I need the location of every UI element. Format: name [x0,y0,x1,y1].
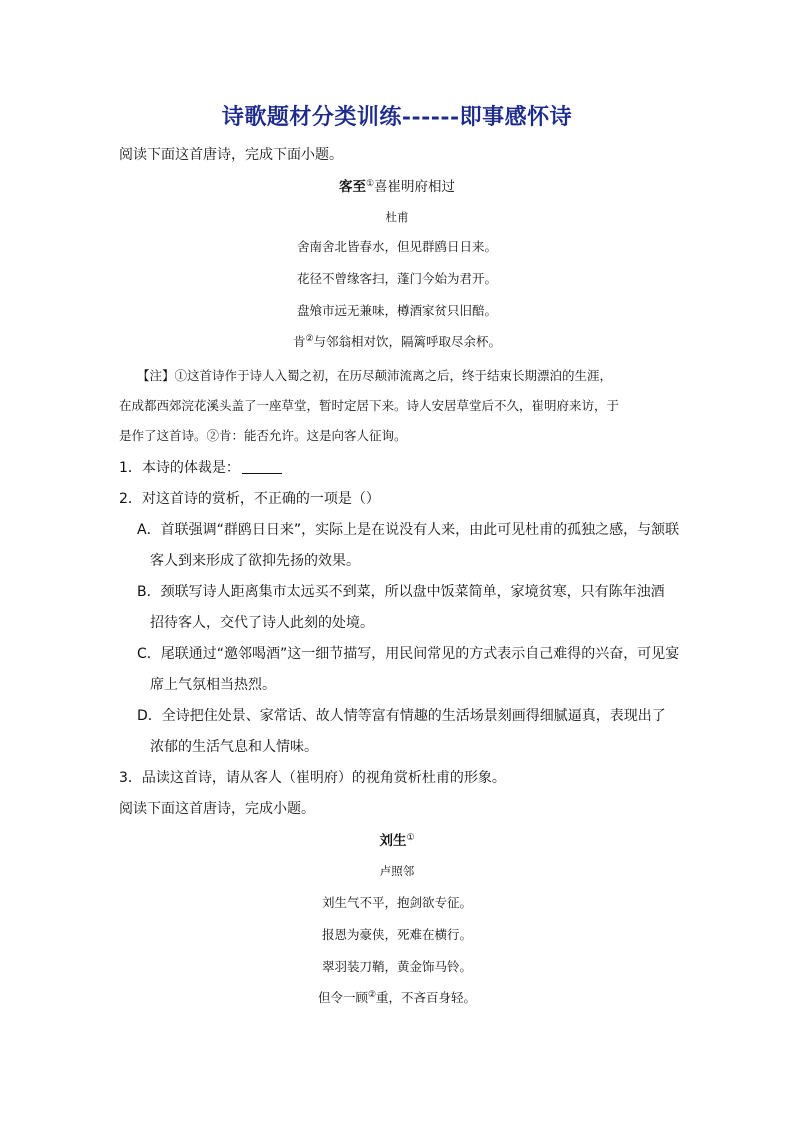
footnote-mark-1: ① [365,179,375,189]
question-3: 3．品读这首诗，请从客人（崔明府）的视角赏析杜甫的形象。 [119,770,506,786]
poem-2-line: 报恩为豪侠，死难在横行。 [321,927,472,942]
option-c: C．尾联通过“邀邻喝酒”这一细节描写，用民间常见的方式表示自己难得的兴奋，可见宴 [137,646,680,662]
poem-1-title: 客至①喜崔明府相过 [338,179,456,195]
reading-intro-1: 阅读下面这首唐诗，完成下面小题。 [119,147,343,163]
poem-1-line: 舍南舍北皆春水，但见群鸥日日来。 [296,239,497,254]
poem-1-line: 肯②与邻翁相对饮，隔篱呼取尽余杯。 [292,334,502,349]
poem-2-author: 卢照邻 [379,864,415,878]
question-1: 1．本诗的体裁是： [119,459,282,477]
question-2: 2．对这首诗的赏析，不正确的一项是（） [119,491,380,507]
option-b-cont: 招待客人，交代了诗人此刻的处境。 [150,615,374,631]
option-b: B．颈联写诗人距离集市太远买不到菜，所以盘中饭菜简单，家境贫寒，只有陈年浊酒 [137,584,665,600]
reading-intro-2: 阅读下面这首唐诗，完成小题。 [119,801,315,817]
option-a-cont: 客人到来形成了欲抑先扬的效果。 [150,553,360,569]
option-d-cont: 浓郁的生活气息和人情味。 [150,739,318,755]
poem-1-note: 是作了这首诗。②肯：能否允许。这是向客人征询。 [119,428,407,443]
footnote-mark-1: ① [406,833,415,843]
answer-blank[interactable] [242,459,282,474]
option-a: A．首联强调“群鸥日日来”，实际上是在说没有人来，由此可见杜甫的孤独之感，与颔联 [137,522,680,538]
option-d: D．全诗把住处景、家常话、故人情等富有情趣的生活场景刻画得细腻逼真，表现出了 [137,708,666,724]
poem-2-line: 刘生气不平，抱剑欲专征。 [321,895,472,910]
poem-1-line: 花径不曾缘客扫，蓬门今始为君开。 [296,271,497,286]
footnote-mark-2: ② [367,990,377,1000]
page-title: 诗歌题材分类训练------即事感怀诗 [221,104,573,130]
poem-1-author: 杜甫 [385,210,409,224]
poem-1-line: 盘飧市远无兼味，樽酒家贫只旧醅。 [296,303,497,318]
poem-2-line: 翠羽装刀鞘，黄金饰马铃。 [321,959,472,974]
poem-2-title: 刘生① [379,833,415,849]
option-c-cont: 席上气氛相当热烈。 [150,677,276,693]
footnote-mark-2: ② [305,334,314,344]
poem-1-note: 在成都西郊浣花溪头盖了一座草堂，暂时定居下来。诗人安居草堂后不久，崔明府来访，于 [119,398,620,413]
poem-2-line: 但令一顾②重，不吝百身轻。 [317,990,477,1005]
poem-1-note: 【注】①这首诗作于诗人入蜀之初，在历尽颠沛流离之后，终于结束长期漂泊的生涯， [137,368,613,383]
